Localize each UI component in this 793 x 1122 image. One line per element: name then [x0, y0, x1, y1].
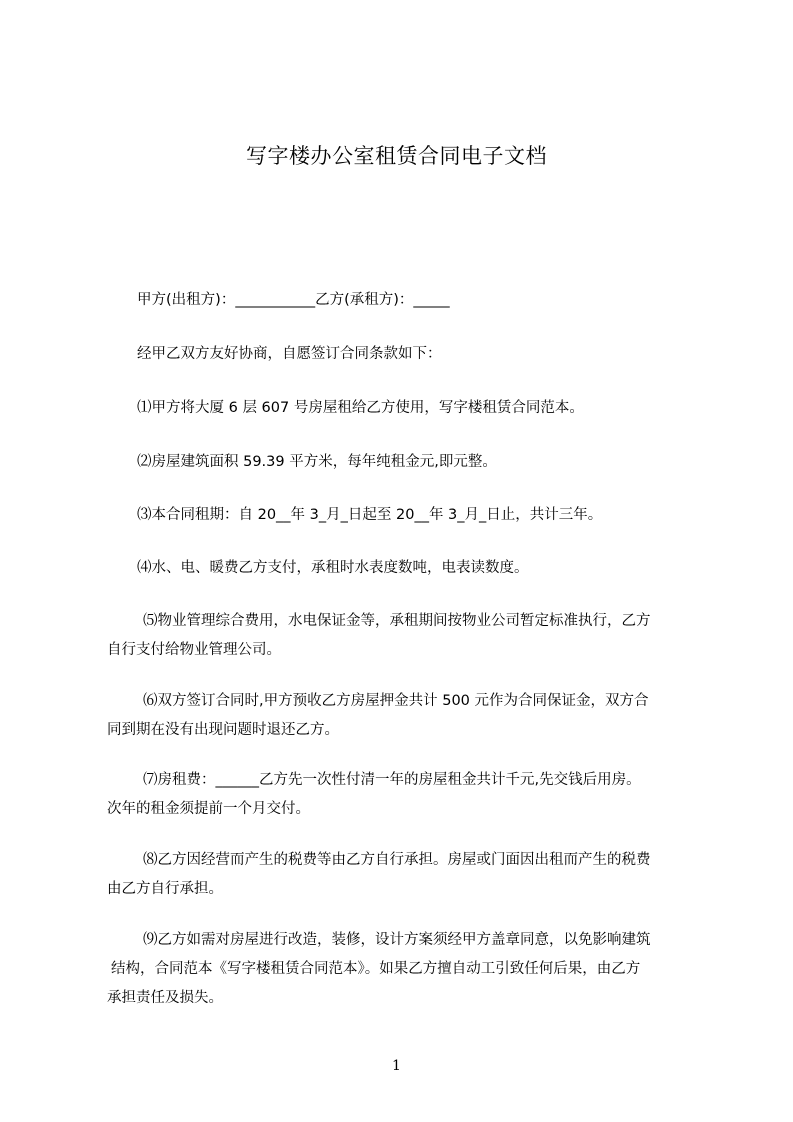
clause-5 [107, 607, 713, 665]
paragraph-line: 由乙方自行承担。 [107, 881, 223, 897]
document-title: 写字楼办公室租赁合同电子文档 [246, 144, 547, 168]
clause-9 [107, 926, 713, 1013]
paragraph-line: ⑸物业管理综合费用，水电保证金等，承租期间按物业公司暂定标准执行，乙方 [143, 613, 651, 629]
clause-6 [107, 687, 713, 745]
paragraph-line: 结构，合同范本《写字楼租赁合同范本》。如果乙方擅自动工引致任何后果，由乙方 [111, 961, 641, 977]
paragraph-parties [107, 286, 713, 315]
paragraph-line: 经甲乙双方友好协商，自愿签订合同条款如下： [137, 346, 442, 362]
paragraph-line: 自行支付给物业管理公司。 [107, 642, 281, 658]
paragraph-line: ⑼乙方如需对房屋进行改造，装修，设计方案须经甲方盖章同意，以免影响建筑 [143, 932, 651, 948]
paragraph-intro [107, 340, 713, 369]
paragraph-line: ⑷水、电、暖费乙方支付，承租时水表度数吨，电表读数度。 [137, 560, 529, 576]
clause-3 [107, 501, 713, 530]
paragraph-line: 同到期在没有出现问题时退还乙方。 [107, 722, 339, 738]
paragraph-line: ⑴甲方将大厦 6 层 607 号房屋租给乙方使用，写字楼租赁合同范本。 [137, 400, 584, 416]
paragraph-line: ⑶本合同租期：自 20__年 3_月_日起至 20__年 3_月_日止，共计三年。 [137, 507, 603, 523]
clause-4 [107, 554, 713, 583]
clause-7 [107, 766, 713, 824]
clause-1 [107, 394, 713, 423]
paragraph-line: 次年的租金须提前一个月交付。 [107, 801, 310, 817]
paragraph-line: ⑵房屋建筑面积 59.39 平方米，每年纯租金元,即元整。 [137, 454, 497, 470]
clause-8 [107, 846, 713, 904]
page-number: 1 [392, 1058, 401, 1074]
paragraph-line: ⑹双方签订合同时,甲方预收乙方房屋押金共计 500 元作为合同保证金，双方合 [143, 693, 649, 709]
paragraph-line: ⑺房租费：______乙方先一次性付清一年的房屋租金共计千元,先交钱后用房。 [143, 772, 641, 788]
paragraph-line: 承担责任及损失。 [107, 990, 223, 1006]
clause-2 [107, 448, 713, 477]
paragraph-line: 甲方(出租方)：___________乙方(承租方)：_____ [137, 292, 450, 308]
paragraph-line: ⑻乙方因经营而产生的税费等由乙方自行承担。房屋或门面因出租而产生的税费 [143, 852, 651, 868]
